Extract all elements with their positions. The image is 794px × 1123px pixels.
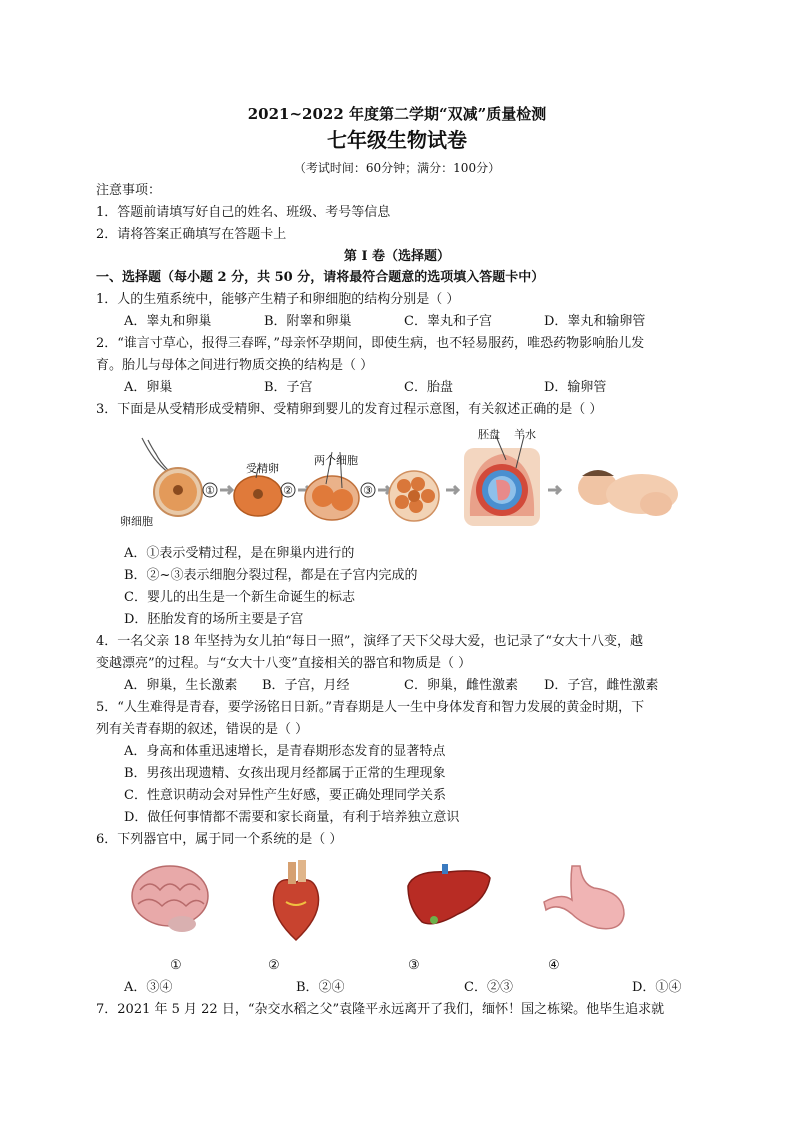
organ-4-label: ④ xyxy=(548,958,560,973)
q1-option-b: B．附睾和卵巢 xyxy=(264,314,352,329)
q1-option-a: A．睾丸和卵巢 xyxy=(124,314,212,329)
q6-option-b: B．②④ xyxy=(296,980,345,995)
brain-icon xyxy=(126,860,216,940)
label-embryonic-disc: 胚盘 xyxy=(478,428,500,441)
organ-1-label: ① xyxy=(170,958,182,973)
q4-option-b: B．子宫，月经 xyxy=(262,678,350,693)
q6-option-d: D．①④ xyxy=(632,980,682,995)
label-egg-cell: 卵细胞 xyxy=(120,515,153,528)
note-item: 2．请将答案正确填写在答题卡上 xyxy=(96,227,287,242)
question-5-stem-line2: 列有关青春期的叙述，错误的是（ ） xyxy=(96,722,309,737)
sperm-icon xyxy=(142,438,170,474)
q4-option-a: A．卵巢，生长激素 xyxy=(124,678,238,693)
step-2-label: ② xyxy=(283,484,293,497)
cell-cluster-icon xyxy=(389,471,439,521)
exam-subtitle: （考试时间：60分钟；满分：100分） xyxy=(293,161,501,175)
q2-option-c: C．胎盘 xyxy=(404,380,453,395)
heart-icon xyxy=(266,858,326,944)
question-5-stem-line1: 5．“人生难得是青春，要学汤铭日日新。”青春期是人一生中身体发育和智力发展的黄金时期，下 xyxy=(96,700,645,715)
q1-option-d: D．睾丸和输卵管 xyxy=(544,314,646,329)
exam-title-line1: 2021~2022 年度第二学期“双减”质量检测 xyxy=(247,105,547,123)
step-3-label: ③ xyxy=(363,484,373,497)
q4-option-c: C．卵巢，雌性激素 xyxy=(404,678,518,693)
label-zygote: 受精卵 xyxy=(246,462,279,475)
question-4-stem-line1: 4．一名父亲 18 年坚持为女儿拍“每日一照”，演绎了天下父母大爱，也记录了“女大十八变，越 xyxy=(96,634,644,649)
liver-icon xyxy=(404,862,494,934)
q5-option-d: D．做任何事情都不需要和家长商量，有利于培养独立意识 xyxy=(124,810,460,825)
embryo-in-uterus-icon xyxy=(464,436,540,526)
q2-option-d: D．输卵管 xyxy=(544,380,607,395)
label-two-cells: 两个细胞 xyxy=(314,454,358,467)
section-heading: 一、选择题（每小题 2 分，共 50 分，请将最符合题意的选项填入答题卡中） xyxy=(96,270,545,285)
note-item: 1．答题前请填写好自己的姓名、班级、考号等信息 xyxy=(96,205,391,220)
question-2-stem-line1: 2．“谁言寸草心，报得三春晖，”母亲怀孕期间，即使生病，也不轻易服药，唯恐药物影响胎儿发 xyxy=(96,336,645,351)
question-2-stem-line2: 育。胎儿与母体之间进行物质交换的结构是（ ） xyxy=(96,358,374,373)
q1-option-c: C．睾丸和子宫 xyxy=(404,314,492,329)
notes-heading: 注意事项： xyxy=(96,183,162,198)
q2-option-b: B．子宫 xyxy=(264,380,313,395)
q5-option-b: B．男孩出现遗精、女孩出现月经都属于正常的生理现象 xyxy=(124,766,446,781)
question-6-stem: 6．下列器官中，属于同一个系统的是（ ） xyxy=(96,832,343,847)
q5-option-c: C．性意识萌动会对异性产生好感，要正确处理同学关系 xyxy=(124,788,446,803)
question-7-stem: 7．2021 年 5 月 22 日，“杂交水稻之父”袁隆平永远离开了我们，缅怀！国之栋梁。他毕生追求就 xyxy=(96,1002,665,1017)
question-1-stem: 1．人的生殖系统中，能够产生精子和卵细胞的结构分别是（ ） xyxy=(96,292,460,307)
q5-option-a: A．身高和体重迅速增长，是青春期形态发育的显著特点 xyxy=(124,744,446,759)
fertilization-development-diagram xyxy=(120,420,680,532)
q3-option-c: C．婴儿的出生是一个新生命诞生的标志 xyxy=(124,590,355,605)
label-amniotic-fluid: 羊水 xyxy=(514,428,536,441)
step-1-label: ① xyxy=(205,484,215,497)
q3-option-d: D．胚胎发育的场所主要是子宫 xyxy=(124,612,304,627)
q3-option-a: A．①表示受精过程，是在卵巢内进行的 xyxy=(124,546,355,561)
organ-3-label: ③ xyxy=(408,958,420,973)
q6-option-a: A．③④ xyxy=(124,980,173,995)
baby-icon xyxy=(578,470,678,516)
q3-option-b: B．②~③表示细胞分裂过程，都是在子宫内完成的 xyxy=(124,568,418,583)
q6-option-c: C．②③ xyxy=(464,980,513,995)
question-4-stem-line2: 变越漂亮”的过程。与“女大十八变”直接相关的器官和物质是（ ） xyxy=(96,656,472,671)
q4-option-d: D．子宫，雌性激素 xyxy=(544,678,659,693)
organ-2-label: ② xyxy=(268,958,280,973)
volume-heading: 第 I 卷（选择题） xyxy=(343,249,451,264)
stomach-icon xyxy=(542,862,632,936)
exam-title-line2: 七年级生物试卷 xyxy=(327,128,467,152)
egg-cell-icon xyxy=(154,468,202,516)
q2-option-a: A．卵巢 xyxy=(124,380,173,395)
question-3-stem: 3．下面是从受精形成受精卵、受精卵到婴儿的发育过程示意图，有关叙述正确的是（ ） xyxy=(96,402,603,417)
